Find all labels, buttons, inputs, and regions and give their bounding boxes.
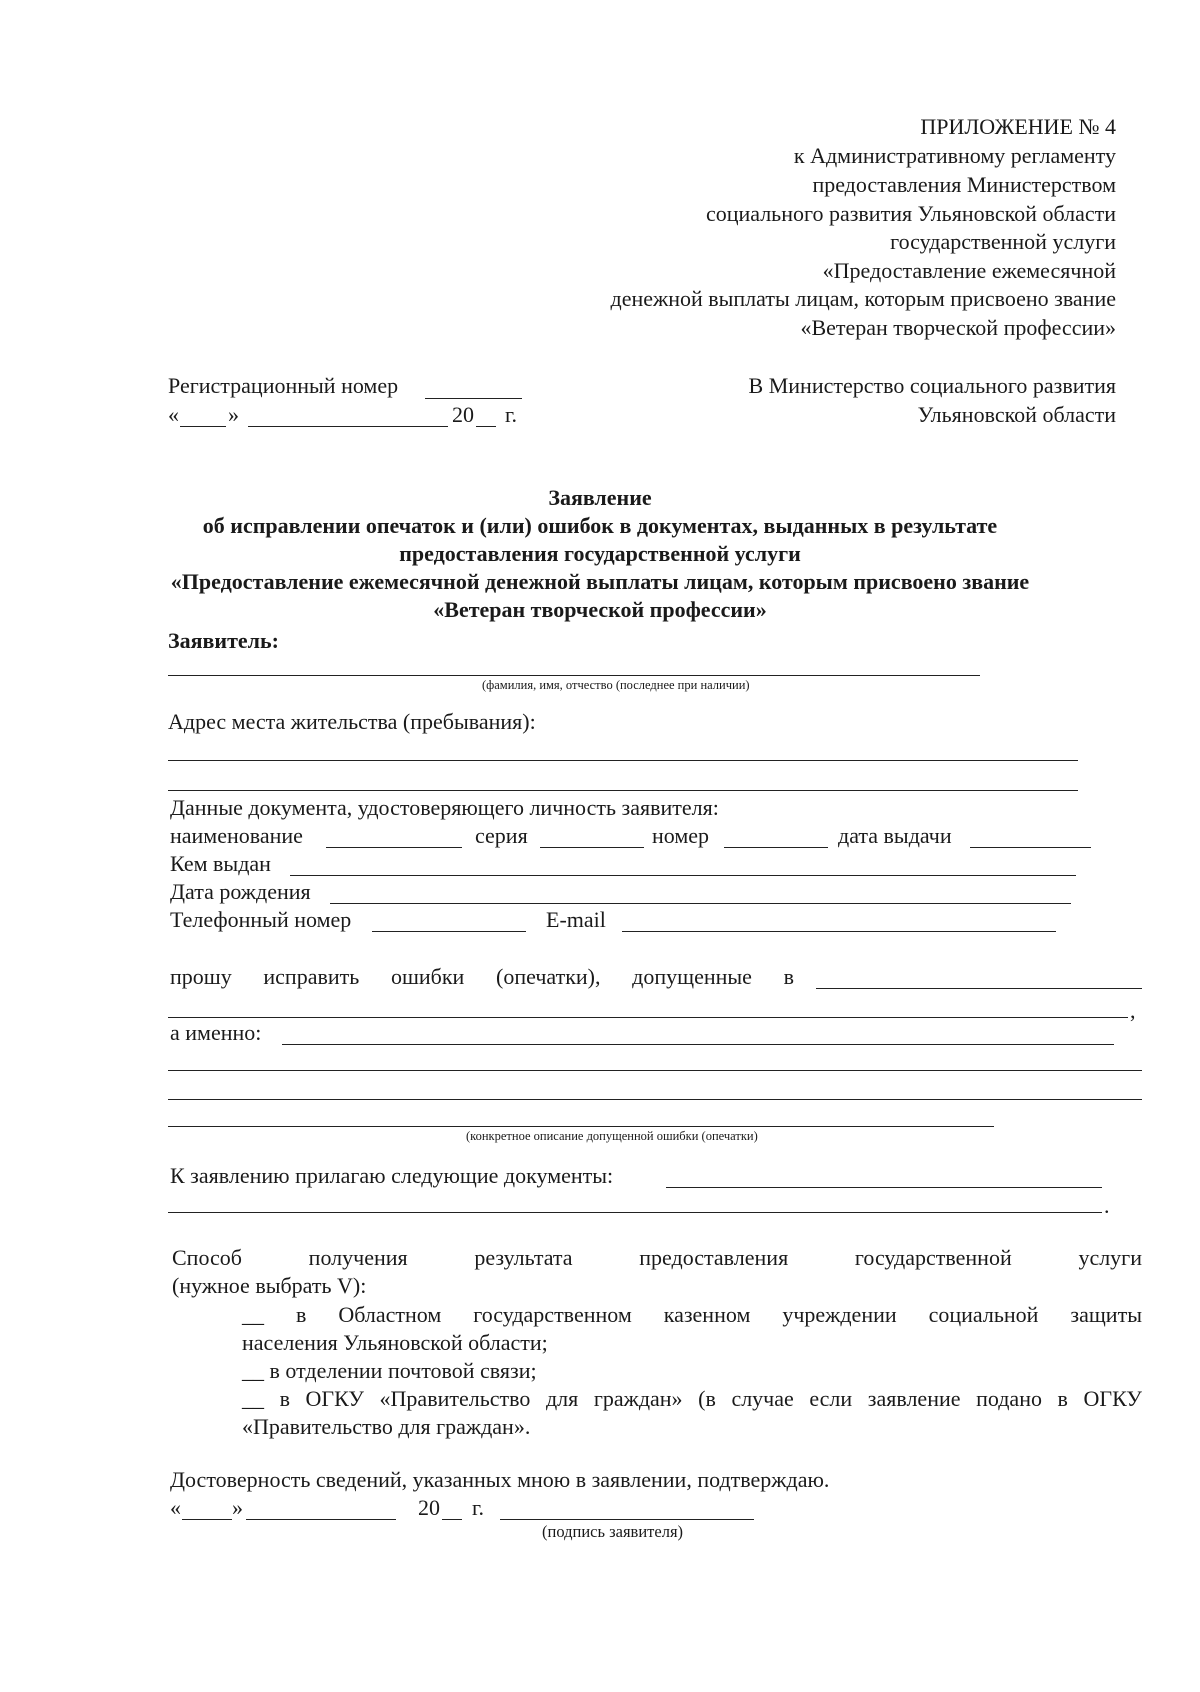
option-word: социальной xyxy=(928,1302,1039,1327)
document-heading: Заявление xyxy=(548,485,652,510)
delivery-word: получения xyxy=(308,1245,408,1270)
option-word: в xyxy=(295,1302,307,1327)
registration-year: 20 xyxy=(452,402,474,427)
option-word: если xyxy=(809,1386,853,1411)
phone-label: Телефонный номер xyxy=(170,907,352,932)
recipient-line: Ульяновской области xyxy=(917,402,1116,427)
request-word: прошу xyxy=(170,964,232,989)
header-line: денежной выплаты лицам, которым присвоено звание xyxy=(610,286,1116,311)
address-field[interactable] xyxy=(168,760,1078,761)
delivery-word: Способ xyxy=(172,1245,242,1270)
issued-by-label: Кем выдан xyxy=(170,851,271,876)
delivery-instruction: (нужное выбрать V): xyxy=(172,1273,367,1298)
appendix-number: ПРИЛОЖЕНИЕ № 4 xyxy=(920,114,1116,139)
confirmation-month-field[interactable] xyxy=(246,1519,396,1520)
confirmation-year-field[interactable] xyxy=(442,1519,462,1520)
option-word: Областном xyxy=(338,1302,442,1327)
attachments-field[interactable] xyxy=(666,1187,1102,1188)
phone-field[interactable] xyxy=(372,931,526,932)
applicant-name-caption: (фамилия, имя, отчество (последнее при наличии) xyxy=(482,678,750,692)
delivery-option-text: «Правительство для граждан». xyxy=(242,1414,531,1439)
applicant-label: Заявитель: xyxy=(168,628,279,653)
header-line: «Предоставление ежемесячной xyxy=(822,258,1116,283)
doc-name-label: наименование xyxy=(170,823,303,848)
header-line: социального развития Ульяновской области xyxy=(705,201,1116,226)
option-word: заявление xyxy=(867,1386,961,1411)
header-line: «Ветеран творческой профессии» xyxy=(800,315,1116,340)
option-word: ОГКУ xyxy=(1083,1386,1142,1411)
option-checkbox-blank[interactable]: __ xyxy=(242,1302,264,1327)
request-word: в xyxy=(783,964,794,989)
delivery-option-text: населения Ульяновской области; xyxy=(242,1330,548,1355)
error-description-field[interactable] xyxy=(168,1070,1142,1071)
document-subtitle: об исправлении опечаток и (или) ошибок в документах, выданных в результате xyxy=(202,513,998,538)
header-line: предоставления Министерством xyxy=(812,172,1116,197)
request-document-field[interactable] xyxy=(816,988,1142,989)
signature-caption: (подпись заявителя) xyxy=(542,1522,684,1541)
recipient-line: В Министерство социального развития xyxy=(748,373,1116,398)
document-subtitle: предоставления государственной услуги xyxy=(399,541,801,566)
option-word: ОГКУ xyxy=(305,1386,364,1411)
delivery-word: результата xyxy=(474,1245,573,1270)
id-document-label: Данные документа, удостоверяющего личность заявителя: xyxy=(170,795,719,820)
registration-year-suffix: г. xyxy=(505,402,518,427)
attachments-period: . xyxy=(1104,1193,1110,1218)
doc-issue-date-label: дата выдачи xyxy=(838,823,952,848)
request-document-field[interactable] xyxy=(168,1017,1128,1018)
delivery-option-ogku[interactable] xyxy=(242,1386,1142,1412)
birth-date-label: Дата рождения xyxy=(170,879,311,904)
email-label: E-mail xyxy=(546,907,606,932)
delivery-option-post-office[interactable]: __ в отделении почтовой связи; xyxy=(242,1358,537,1383)
doc-series-field[interactable] xyxy=(540,847,644,848)
address-field[interactable] xyxy=(168,790,1078,791)
request-word: (опечатки), xyxy=(496,964,601,989)
attachments-label: К заявлению прилагаю следующие документы: xyxy=(170,1163,614,1188)
doc-issue-date-field[interactable] xyxy=(970,847,1091,848)
registration-day-field[interactable] xyxy=(180,426,226,427)
option-word: казенном xyxy=(663,1302,751,1327)
registration-number-field[interactable] xyxy=(425,398,522,399)
request-word: ошибки xyxy=(390,964,465,989)
email-field[interactable] xyxy=(622,931,1056,932)
option-word: учреждении xyxy=(782,1302,897,1327)
confirmation-day-field[interactable] xyxy=(182,1519,232,1520)
confirmation-date-close: » xyxy=(232,1495,243,1520)
header-line: государственной услуги xyxy=(890,229,1116,254)
doc-number-label: номер xyxy=(652,823,710,848)
registration-date-close: » xyxy=(228,402,239,427)
delivery-word: предоставления xyxy=(639,1245,789,1270)
doc-number-field[interactable] xyxy=(724,847,828,848)
doc-name-field[interactable] xyxy=(326,847,462,848)
registration-number-label: Регистрационный номер xyxy=(168,373,399,398)
delivery-word: услуги xyxy=(1078,1245,1142,1270)
signature-field[interactable] xyxy=(500,1519,754,1520)
delivery-option-regional-institution[interactable] xyxy=(242,1302,1142,1328)
delivery-word: государственной xyxy=(854,1245,1012,1270)
request-word: допущенные xyxy=(632,964,752,989)
request-text xyxy=(170,964,794,990)
request-comma: , xyxy=(1130,998,1136,1023)
option-word: защиты xyxy=(1070,1302,1142,1327)
address-label: Адрес места жительства (пребывания): xyxy=(168,709,536,734)
namely-label: а именно: xyxy=(170,1020,262,1045)
attachments-field[interactable] xyxy=(168,1212,1102,1213)
option-word: граждан» xyxy=(593,1386,683,1411)
error-description-field[interactable] xyxy=(282,1044,1114,1045)
option-word: для xyxy=(545,1386,579,1411)
document-subtitle: «Предоставление ежемесячной денежной выплаты лицам, которым присвоено звание xyxy=(170,569,1030,594)
registration-month-field[interactable] xyxy=(248,426,448,427)
issued-by-field[interactable] xyxy=(290,875,1076,876)
error-description-field[interactable] xyxy=(168,1099,1142,1100)
option-word: государственном xyxy=(473,1302,632,1327)
option-word: случае xyxy=(731,1386,794,1411)
document-subtitle: «Ветеран творческой профессии» xyxy=(433,597,767,622)
confirmation-date-open: « xyxy=(170,1495,181,1520)
registration-date-open: « xyxy=(168,402,179,427)
doc-series-label: серия xyxy=(475,823,528,848)
confirmation-text: Достоверность сведений, указанных мною в заявлении, подтверждаю. xyxy=(170,1467,830,1492)
option-word: в xyxy=(1057,1386,1068,1411)
option-word: подано xyxy=(976,1386,1042,1411)
option-word: (в xyxy=(698,1386,716,1411)
error-description-field[interactable] xyxy=(168,1126,994,1127)
registration-year-field[interactable] xyxy=(476,426,496,427)
birth-date-field[interactable] xyxy=(330,903,1071,904)
option-word: в xyxy=(279,1386,290,1411)
option-word: «Правительство xyxy=(379,1386,531,1411)
confirmation-year: 20 xyxy=(418,1495,440,1520)
applicant-name-field[interactable] xyxy=(168,675,980,676)
delivery-method-text xyxy=(172,1245,1142,1271)
request-word: исправить xyxy=(263,964,360,989)
error-description-caption: (конкретное описание допущенной ошибки (опечатки) xyxy=(466,1129,758,1143)
header-line: к Административному регламенту xyxy=(793,143,1116,168)
option-checkbox-blank[interactable]: __ xyxy=(242,1386,264,1411)
confirmation-year-suffix: г. xyxy=(472,1495,485,1520)
